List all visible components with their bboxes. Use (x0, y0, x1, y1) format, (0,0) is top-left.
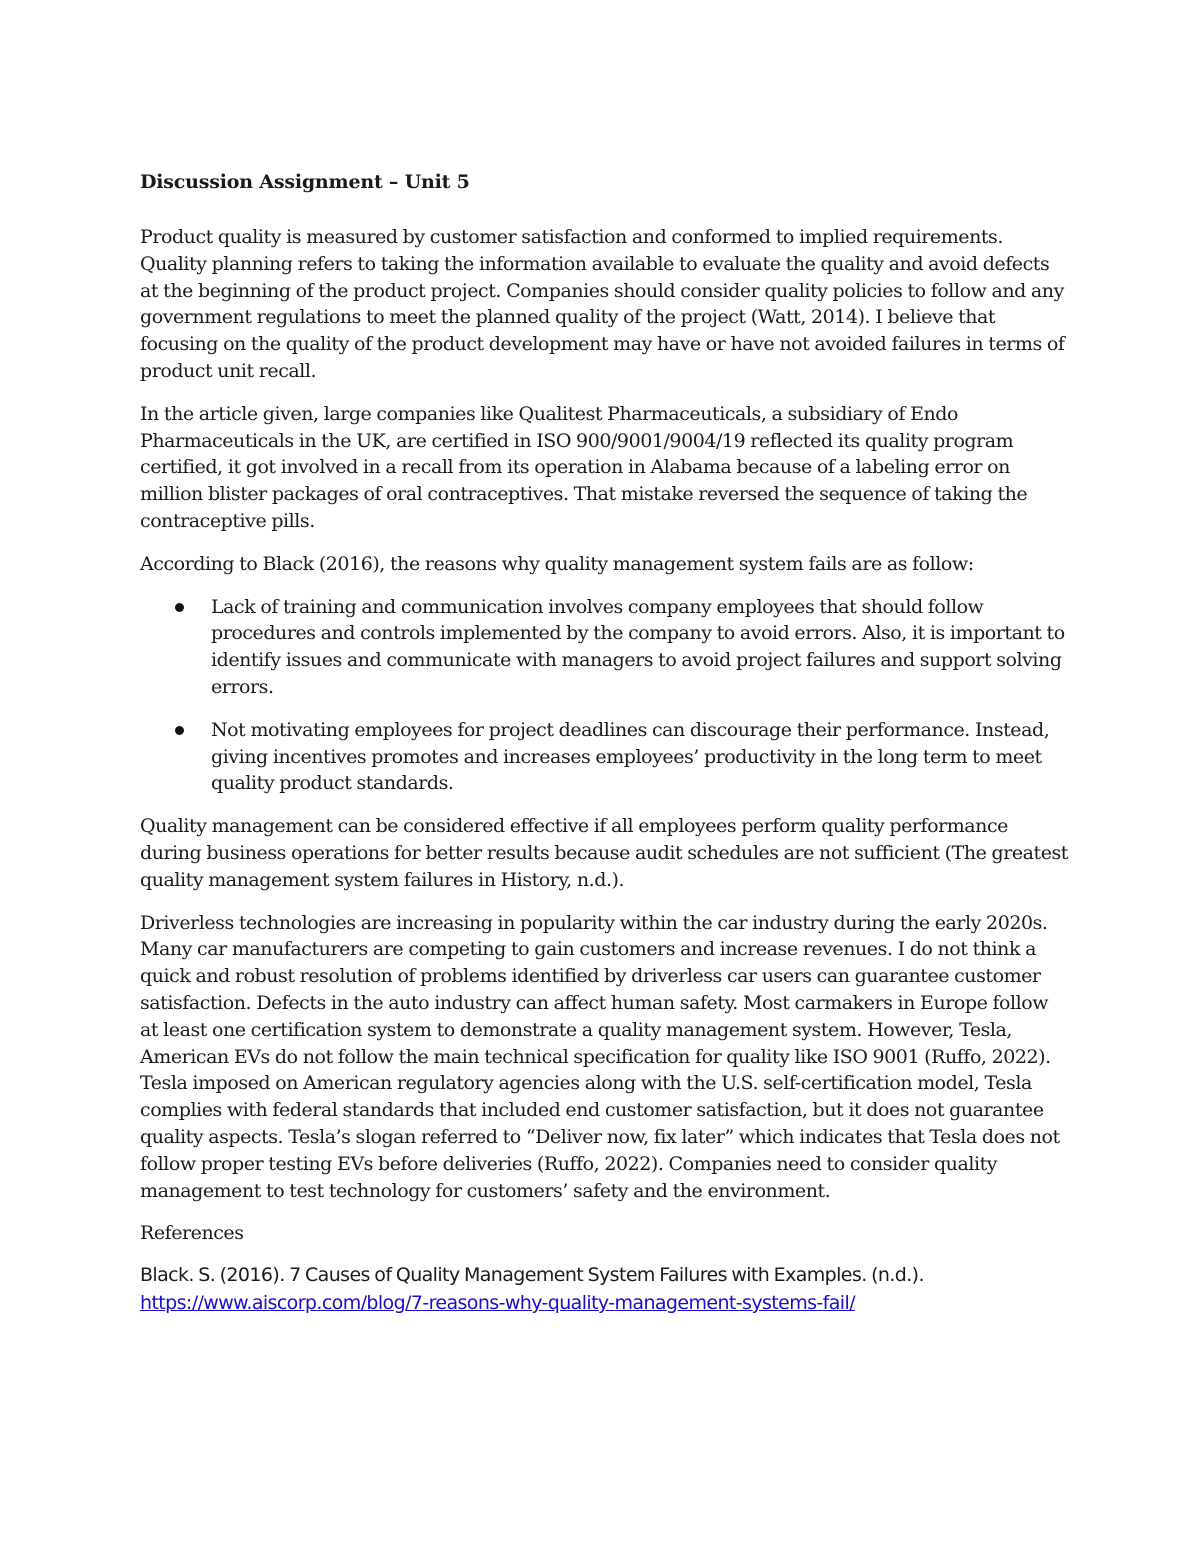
list-item-text: Not motivating employees for project deadlines can discourage their performance. Instead, giving incentives promotes and increases employees’ productivity in the long term to meet quality product standards. (211, 718, 1050, 795)
bullet-icon (175, 726, 184, 735)
paragraph-reasons-intro: According to Black (2016), the reasons why quality management system fails are as follow: (140, 552, 974, 575)
list-item (140, 594, 1070, 701)
references-heading: References (140, 1222, 244, 1245)
list-item-text: Lack of training and communication involves company employees that should follow procedures and controls implemented by the company to avoid errors. Also, it is important to identify issues and communicate with managers to avoid project failures and support solving errors. (211, 595, 1065, 698)
reasons-list (140, 594, 1070, 798)
bullet-icon (175, 603, 184, 612)
reference-link[interactable]: https://www.aiscorp.com/blog/7-reasons-why-quality-management-systems-fail/ (140, 1292, 855, 1315)
paragraph-intro: Product quality is measured by customer satisfaction and conformed to implied requirements. Quality planning refers to taking the information available to evaluate the quality and avoid defects at the beginning of the product project. Companies should consider quality policies to follow and any government regulations to meet the planned quality of the project (Watt, 2014). I believe that focusing on the quality of the product development may have or have not avoided failures in terms of product unit recall. (140, 226, 1065, 382)
document-page (140, 168, 1070, 1317)
paragraph-quality-management: Quality management can be considered effective if all employees perform quality performance during business operations for better results because audit schedules are not sufficient (The greatest quality management system failures in History, n.d.). (140, 815, 1068, 891)
document-title: Discussion Assignment – Unit 5 (140, 171, 470, 193)
reference-citation: Black. S. (2016). 7 Causes of Quality Management System Failures with Examples. (n.d.). (140, 1264, 924, 1287)
reference-entry (140, 1261, 1070, 1317)
list-item (140, 717, 1070, 797)
paragraph-article: In the article given, large companies like Qualitest Pharmaceuticals, a subsidiary of Endo Pharmaceuticals in the UK, are certified in ISO 900/9001/9004/19 reflected its quality program certified, it got involved in a recall from its operation in Alabama because of a labeling error on million blister packages of oral contraceptives. That mistake reversed the sequence of taking the contraceptive pills. (140, 402, 1028, 532)
paragraph-driverless: Driverless technologies are increasing in popularity within the car industry during the early 2020s. Many car manufacturers are competing to gain customers and increase revenues. I do not think a quick and robust resolution of problems identified by driverless car users can guarantee customer satisfaction. Defects in the auto industry can affect human safety. Most carmakers in Europe follow at least one certification system to demonstrate a quality management system. However, Tesla, American EVs do not follow the main technical specification for quality like ISO 9001 (Ruffo, 2022). Tesla imposed on American regulatory agencies along with the U.S. self-certification model, Tesla complies with federal standards that included end customer satisfaction, but it does not guarantee quality aspects. Tesla’s slogan referred to “Deliver now, fix later” which indicates that Tesla does not follow proper testing EVs before deliveries (Ruffo, 2022). Companies need to consider quality management to test technology for customers’ safety and the environment. (140, 911, 1060, 1202)
